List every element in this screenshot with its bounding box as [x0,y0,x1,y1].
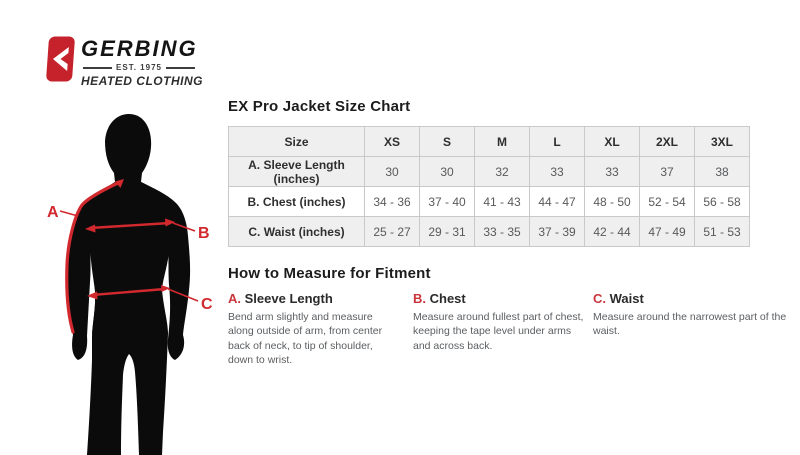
value-cell: 37 [640,157,695,187]
row-label-cell: B. Chest (inches) [229,187,365,217]
measure-item-waist [593,292,793,339]
value-cell: 30 [420,157,475,187]
header-cell-l: L [530,127,585,157]
value-cell: 51 - 53 [695,217,750,247]
value-cell: 30 [365,157,420,187]
measure-item-heading [413,292,585,306]
right-rule [166,67,195,69]
value-cell: 38 [695,157,750,187]
figure-label-b: B [198,225,210,242]
label-a-pointer [60,211,78,216]
measure-letter: A. [228,291,241,306]
figure-torso [90,182,170,334]
value-cell: 33 [530,157,585,187]
value-cell: 56 - 58 [695,187,750,217]
header-cell-3xl: 3XL [695,127,750,157]
header-cell-xs: XS [365,127,420,157]
table-row-sleeve-length [229,157,750,187]
measure-item-sleeve-length [228,292,398,367]
table-header-row [229,127,750,157]
value-cell: 34 - 36 [365,187,420,217]
value-cell: 37 - 40 [420,187,475,217]
measure-item-heading [593,292,793,306]
value-cell: 33 [585,157,640,187]
figure-label-a: A [47,204,59,221]
measure-item-heading [228,292,398,306]
value-cell: 48 - 50 [585,187,640,217]
value-cell: 37 - 39 [530,217,585,247]
size-chart-title: EX Pro Jacket Size Chart [228,98,411,115]
table-row-waist [229,217,750,247]
established-line [83,63,195,72]
logo-text [81,38,233,88]
measure-item-chest [413,292,585,353]
header-cell-m: M [475,127,530,157]
established-text: EST. 1975 [116,63,162,72]
size-chart-table [228,126,750,247]
value-cell: 33 - 35 [475,217,530,247]
value-cell: 44 - 47 [530,187,585,217]
body-figure-diagram [35,110,225,455]
value-cell: 47 - 49 [640,217,695,247]
measure-letter: B. [413,291,426,306]
value-cell: 25 - 27 [365,217,420,247]
header-cell-s: S [420,127,475,157]
gerbing-logo [47,36,233,88]
table-row-chest [229,187,750,217]
measure-item-description: Bend arm slightly and measure along outside of arm, from center back of neck, to tip of shoulder, down to wrist. [228,311,383,366]
figure-label-c: C [201,296,213,313]
measure-name: Chest [429,291,466,306]
measure-item-description: Measure around fullest part of chest, keeping the tape level under arms and across back. [413,311,584,352]
measure-name: Waist [609,291,644,306]
measure-letter: C. [593,291,606,306]
value-cell: 42 - 44 [585,217,640,247]
row-label-cell: C. Waist (inches) [229,217,365,247]
gerbing-badge-icon [45,36,75,82]
header-cell-size: Size [229,127,365,157]
left-rule [83,67,112,69]
value-cell: 29 - 31 [420,217,475,247]
brand-tagline: HEATED CLOTHING [81,74,203,88]
value-cell: 32 [475,157,530,187]
measure-name: Sleeve Length [244,291,333,306]
measure-item-description: Measure around the narrowest part of the waist. [593,311,787,338]
value-cell: 52 - 54 [640,187,695,217]
header-cell-xl: XL [585,127,640,157]
value-cell: 41 - 43 [475,187,530,217]
brand-name: GERBING [81,36,198,61]
header-cell-2xl: 2XL [640,127,695,157]
measure-guide-title: How to Measure for Fitment [228,265,431,282]
row-label-cell: A. Sleeve Length (inches) [229,157,365,187]
